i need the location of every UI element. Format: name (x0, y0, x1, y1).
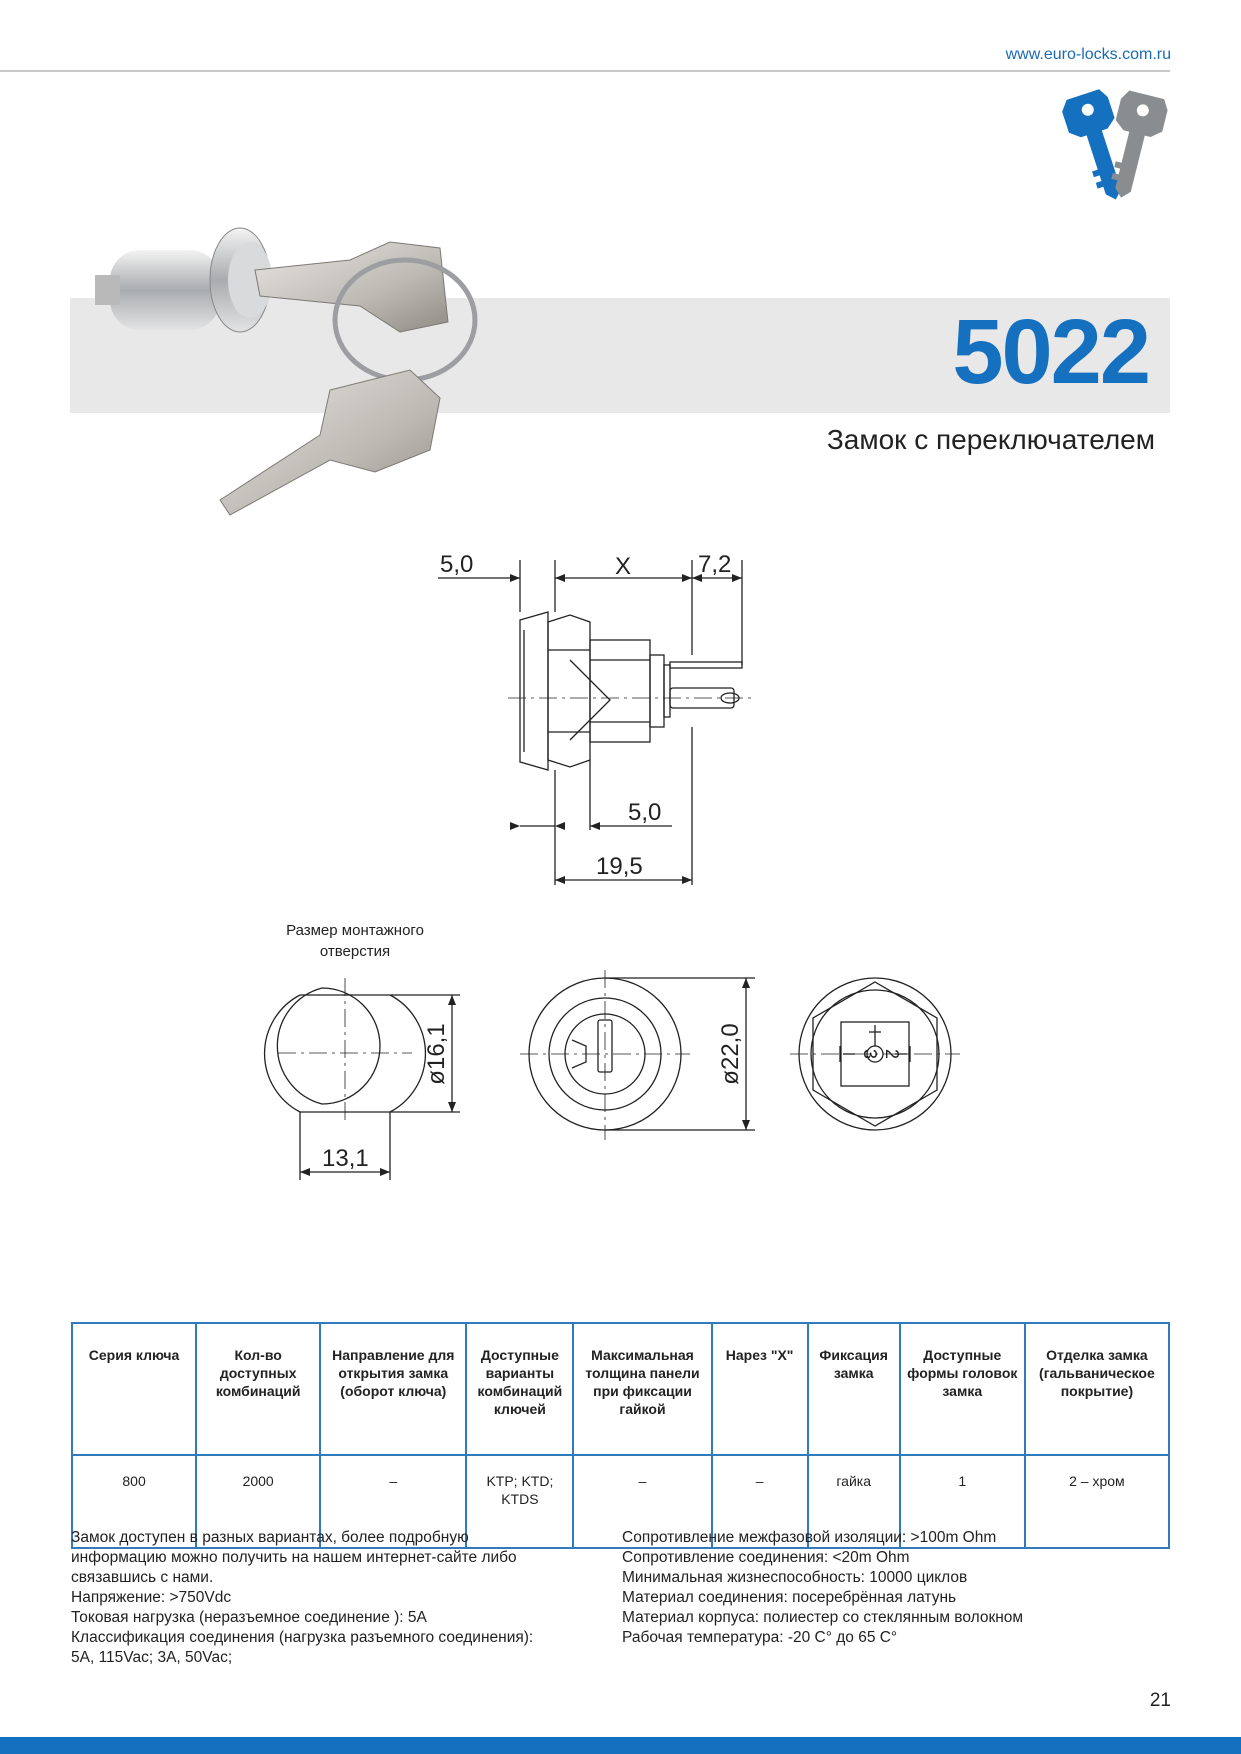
dim-top-left: 5,0 (440, 551, 474, 578)
table-header-row (72, 1323, 1169, 1455)
spec-table (71, 1322, 1170, 1549)
table-cell: 2 – хром (1025, 1455, 1169, 1548)
switch-position-3: 3 (860, 1048, 880, 1060)
dim-face-diameter: ø22,0 (717, 1023, 744, 1085)
product-subtitle: Замок с переключателем (826, 424, 1155, 455)
note-line: Материал корпуса: полиестер со стеклянным волокном (622, 1609, 1024, 1626)
table-header-cell: Отделка замка (гальваническое покрытие) (1025, 1323, 1169, 1455)
table-header-cell: Нарез "X" (712, 1323, 808, 1455)
table-cell: 2000 (196, 1455, 320, 1548)
note-line: Рабочая температура: -20 С° до 65 С° (622, 1629, 898, 1646)
model-number: 5022 (952, 301, 1149, 403)
notes-right (622, 1528, 1023, 1648)
table-header-cell: Доступные формы головок замка (900, 1323, 1025, 1455)
table-cell: – (573, 1455, 711, 1548)
technical-drawing (0, 540, 1241, 1200)
note-line: Замок доступен в разных вариантах, более подробную (71, 1529, 469, 1546)
table-header-cell: Фиксация замка (808, 1323, 900, 1455)
table-cell: 800 (72, 1455, 196, 1548)
note-line: связавшись с нами. (71, 1569, 214, 1586)
note-line: Напряжение: >750Vdc (71, 1589, 232, 1606)
table-header-cell: Максимальная толщина панели при фиксации гайкой (573, 1323, 711, 1455)
note-line: Минимальная жизнеспособность: 10000 циклов (622, 1569, 968, 1586)
note-line: Материал соединения: посеребрённая латунь (622, 1589, 957, 1606)
dim-top-mid: X (615, 553, 632, 580)
table-cell: гайка (808, 1455, 900, 1548)
table-header-cell: Кол-во доступных комбинаций (196, 1323, 320, 1455)
note-line: Сопротивление межфазовой изоляции: >100m Ohm (622, 1529, 997, 1546)
table-header-cell: Направление для открытия замка (оборот ключа) (320, 1323, 466, 1455)
header-divider (0, 70, 1170, 72)
table-header-cell: Доступные варианты комбинаций ключей (466, 1323, 573, 1455)
footer-bar (0, 1737, 1241, 1754)
mounting-hole-caption: Размер монтажного отверстия (286, 922, 424, 960)
dim-total: 19,5 (596, 853, 643, 880)
table-header-cell: Серия ключа (72, 1323, 196, 1455)
switch-position-2: 2 (882, 1048, 902, 1060)
two-keys-logo-icon (1058, 88, 1176, 208)
dim-hole-width: 13,1 (322, 1145, 369, 1172)
page-number: 21 (1149, 1690, 1171, 1711)
dim-top-right: 7,2 (698, 551, 732, 578)
table-cell: KTP; KTD; KTDS (466, 1455, 573, 1548)
product-photo (90, 210, 520, 520)
note-line: 5А, 115Vac; 3А, 50Vac; (71, 1649, 233, 1666)
dim-hole-diameter: ø16,1 (423, 1023, 450, 1085)
table-cell: – (320, 1455, 466, 1548)
dim-mid: 5,0 (628, 799, 662, 826)
table-cell: 1 (900, 1455, 1025, 1548)
notes-left (71, 1528, 533, 1668)
note-line: Классификация соединения (нагрузка разъемного соединения): (71, 1629, 534, 1646)
note-line: Сопротивление соединения: <20m Ohm (622, 1549, 910, 1566)
website-link[interactable]: www.euro-locks.com.ru (1005, 46, 1171, 63)
note-line: информацию можно получить на нашем интернет-сайте либо (71, 1549, 517, 1566)
table-cell: – (712, 1455, 808, 1548)
note-line: Токовая нагрузка (неразъемное соединение ): 5А (71, 1609, 427, 1626)
